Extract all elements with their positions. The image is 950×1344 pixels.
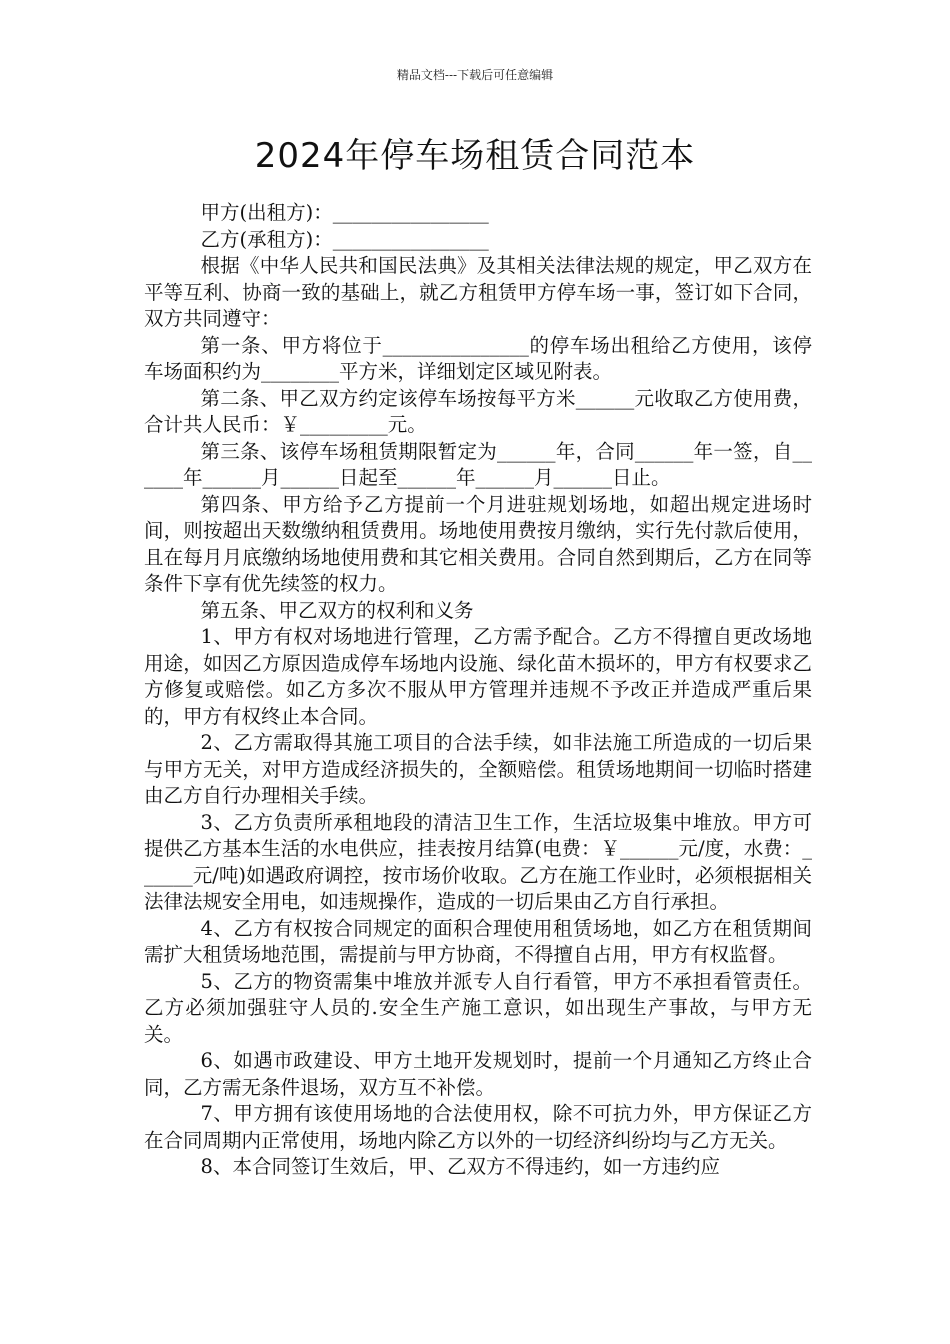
article-4: 第四条、甲方给予乙方提前一个月进驻规划场地，如超出规定进场时间，则按超出天数缴纳租赁费用。场地使用费按月缴纳，实行先付款后使用，且在每月月底缴纳场地使用费和其它相关费用。合同自然到期后，乙方在同等条件下享有优先续签的权力。 xyxy=(144,492,812,595)
clause-7: 7、甲方拥有该使用场地的合法使用权，除不可抗力外，甲方保证乙方在合同周期内正常使用，场地内除乙方以外的一切经济纠纷均与乙方无关。 xyxy=(144,1102,812,1152)
contract-body xyxy=(144,200,812,1181)
preamble-paragraph: 根据《中华人民共和国民法典》及其相关法律法规的规定，甲乙双方在平等互利、协商一致的基础上，就乙方租赁甲方停车场一事，签订如下合同，双方共同遵守： xyxy=(144,254,812,330)
clause-6: 6、如遇市政建设、甲方土地开发规划时，提前一个月通知乙方终止合同，乙方需无条件退场，双方互不补偿。 xyxy=(144,1049,812,1099)
article-2: 第二条、甲乙双方约定该停车场按每平方米______元收取乙方使用费，合计共人民币：￥_________元。 xyxy=(144,386,812,436)
article-5-heading: 第五条、甲乙双方的权利和义务 xyxy=(200,598,474,622)
article-1: 第一条、甲方将位于_______________的停车场出租给乙方使用，该停车场面积约为________平方米，详细划定区域见附表。 xyxy=(144,333,812,383)
article-3: 第三条、该停车场租赁期限暂定为______年，合同______年一签，自______年______月______日起至______年______月______日止。 xyxy=(144,439,812,489)
document-title: 2024年停车场租赁合同范本 xyxy=(254,136,696,176)
clause-5: 5、乙方的物资需集中堆放并派专人自行看管，甲方不承担看管责任。乙方必须加强驻守人员的.安全生产施工意识，如出现生产事故，与甲方无关。 xyxy=(144,969,812,1046)
clause-3: 3、乙方负责所承租地段的清洁卫生工作，生活垃圾集中堆放。甲方可提供乙方基本生活的水电供应，挂表按月结算(电费：￥______元/度，水费：______元/吨)如遇政府调控，按市场价收取。乙方在施工作业时，必须根据相关法律法规安全用电，如违规操作，造成的一切后果由乙方自行承担。 xyxy=(144,810,812,913)
party-a-line: 甲方(出租方)：________________ xyxy=(200,201,489,224)
clause-1: 1、甲方有权对场地进行管理，乙方需予配合。乙方不得擅自更改场地用途，如因乙方原因造成停车场地内设施、绿化苗木损坏的，甲方有权要求乙方修复或赔偿。如乙方多次不服从甲方管理并违规不予改正并造成严重后果的，甲方有权终止本合同。 xyxy=(144,625,812,728)
clause-4: 4、乙方有权按合同规定的面积合理使用租赁场地，如乙方在租赁期间需扩大租赁场地范围，需提前与甲方协商，不得擅自占用，甲方有权监督。 xyxy=(144,916,812,966)
header-note: 精品文档---下载后可任意编辑 xyxy=(396,68,554,82)
clause-8: 8、本合同签订生效后，甲、乙双方不得违约，如一方违约应 xyxy=(200,1155,720,1178)
clause-2: 2、乙方需取得其施工项目的合法手续，如非法施工所造成的一切后果与甲方无关，对甲方造成经济损失的，全额赔偿。租赁场地期间一切临时搭建由乙方自行办理相关手续。 xyxy=(144,731,812,807)
party-b-line: 乙方(承租方)：________________ xyxy=(200,227,489,251)
